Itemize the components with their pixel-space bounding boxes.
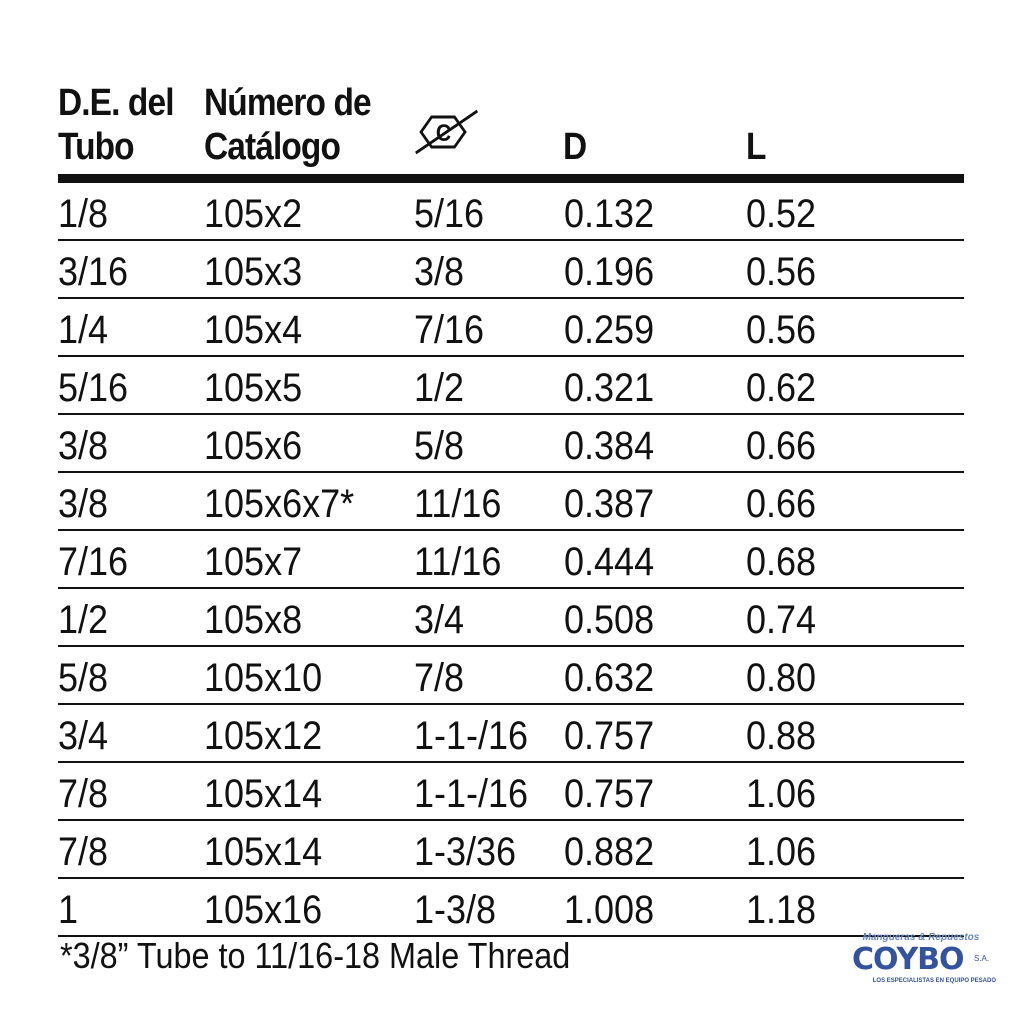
table-row [58, 473, 964, 531]
table-row [58, 357, 964, 415]
cell-hex-c: 7/8 [414, 656, 465, 700]
table-row [58, 589, 964, 647]
cell-catalog-number: 105x10 [204, 656, 323, 700]
cell-l: 0.56 [746, 308, 817, 352]
logo-tagline: Mangueras & Repuestos [862, 932, 980, 943]
cell-tube-od: 1/2 [58, 598, 109, 642]
cell-d: 0.757 [564, 714, 655, 758]
cell-tube-od: 3/4 [58, 714, 109, 758]
table-row [58, 183, 964, 241]
cell-hex-c: 5/8 [414, 424, 465, 468]
table-row [58, 879, 964, 937]
cell-l: 0.66 [746, 424, 817, 468]
cell-d: 0.632 [564, 656, 655, 700]
cell-l: 0.56 [746, 250, 817, 294]
cell-hex-c: 1-1-/16 [414, 772, 529, 816]
cell-hex-c: 11/16 [414, 540, 502, 584]
cell-tube-od: 7/16 [58, 540, 129, 584]
cell-hex-c: 1/2 [414, 366, 465, 410]
cell-catalog-number: 105x12 [204, 714, 323, 758]
hex-letter: C [435, 119, 451, 147]
cell-catalog-number: 105x16 [204, 888, 323, 932]
cell-catalog-number: 105x2 [204, 192, 303, 236]
cell-l: 0.52 [746, 192, 817, 236]
cell-tube-od: 3/8 [58, 482, 109, 526]
cell-tube-od: 3/8 [58, 424, 109, 468]
logo-wordmark: COYBO [852, 942, 964, 977]
cell-d: 0.132 [564, 192, 655, 236]
table-row [58, 415, 964, 473]
header-rule [58, 174, 964, 183]
cell-d: 0.757 [564, 772, 655, 816]
cell-tube-od: 7/8 [58, 772, 109, 816]
table-row [58, 531, 964, 589]
table-row [58, 647, 964, 705]
cell-hex-c: 1-1-/16 [414, 714, 529, 758]
cell-d: 0.508 [564, 598, 655, 642]
hex-wrench-c-icon [414, 65, 479, 165]
cell-tube-od: 1 [58, 888, 79, 932]
cell-d: 0.387 [564, 482, 655, 526]
logo-subtitle: LOS ESPECIALISTAS EN EQUIPO PESADO [872, 978, 996, 984]
footnote: *3/8” Tube to 11/16-18 Male Thread [60, 935, 571, 976]
table-row [58, 705, 964, 763]
header-d: D [563, 126, 587, 168]
cell-d: 1.008 [564, 888, 655, 932]
cell-catalog-number: 105x8 [204, 598, 303, 642]
logo-suffix: S.A. [974, 954, 990, 963]
cell-catalog-number: 105x14 [204, 830, 323, 874]
cell-d: 0.259 [564, 308, 655, 352]
header-tube-od: D.E. del Tubo [58, 82, 174, 168]
cell-tube-od: 1/8 [58, 192, 109, 236]
cell-d: 0.321 [564, 366, 655, 410]
table-row [58, 821, 964, 879]
cell-l: 0.62 [746, 366, 817, 410]
table-row [58, 763, 964, 821]
cell-hex-c: 3/8 [414, 250, 465, 294]
cell-l: 0.88 [746, 714, 817, 758]
cell-catalog-number: 105x4 [204, 308, 303, 352]
company-logo [846, 932, 996, 996]
cell-tube-od: 1/4 [58, 308, 109, 352]
table-row [58, 299, 964, 357]
table-row [58, 241, 964, 299]
header-catalog-number: Número de Catálogo [204, 82, 371, 168]
cell-l: 1.18 [746, 888, 817, 932]
cell-tube-od: 5/16 [58, 366, 129, 410]
cell-l: 0.66 [746, 482, 817, 526]
cell-d: 0.444 [564, 540, 655, 584]
cell-catalog-number: 105x5 [204, 366, 303, 410]
cell-tube-od: 7/8 [58, 830, 109, 874]
cell-d: 0.196 [564, 250, 655, 294]
cell-hex-c: 7/16 [414, 308, 485, 352]
cell-hex-c: 5/16 [414, 192, 485, 236]
cell-d: 0.882 [564, 830, 655, 874]
cell-tube-od: 5/8 [58, 656, 109, 700]
cell-l: 1.06 [746, 830, 817, 874]
header-l: L [746, 126, 766, 168]
cell-l: 0.80 [746, 656, 817, 700]
cell-hex-c: 11/16 [414, 482, 502, 526]
cell-l: 0.68 [746, 540, 817, 584]
cell-catalog-number: 105x6x7* [204, 482, 355, 526]
cell-catalog-number: 105x14 [204, 772, 323, 816]
cell-d: 0.384 [564, 424, 655, 468]
cell-hex-c: 3/4 [414, 598, 465, 642]
cell-catalog-number: 105x6 [204, 424, 303, 468]
cell-catalog-number: 105x3 [204, 250, 303, 294]
table-body [58, 183, 964, 937]
cell-hex-c: 1-3/36 [414, 830, 517, 874]
cell-catalog-number: 105x7 [204, 540, 303, 584]
cell-hex-c: 1-3/8 [414, 888, 497, 932]
table-header [58, 80, 964, 175]
cell-l: 1.06 [746, 772, 817, 816]
cell-tube-od: 3/16 [58, 250, 129, 294]
cell-l: 0.74 [746, 598, 817, 642]
